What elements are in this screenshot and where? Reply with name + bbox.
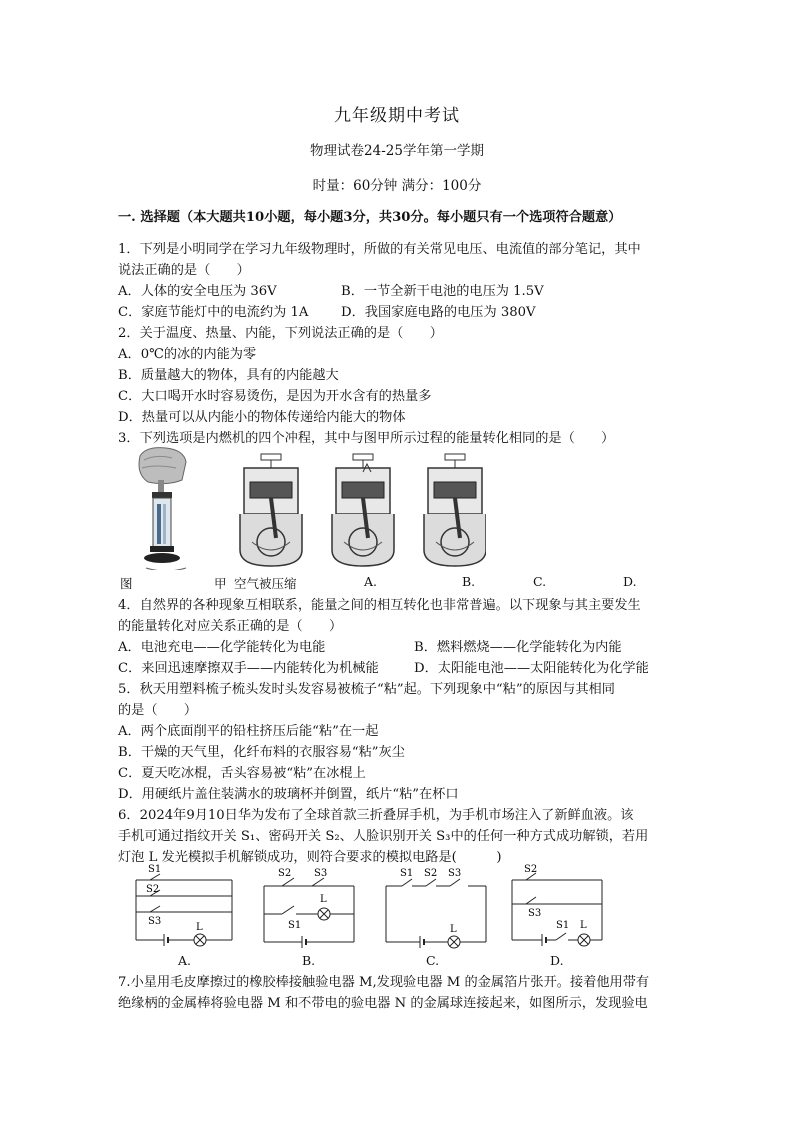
circuit-d-s3-label: S3 bbox=[528, 908, 542, 919]
q5-option-d: D．用硬纸片盖住装满水的玻璃杯并倒置，纸片“粘”在杯口 bbox=[118, 787, 459, 802]
q1-stem-line1: 1．下列是小明同学在学习九年级物理时，所做的有关常见电压、电流值的部分笔记，其中 bbox=[118, 242, 641, 257]
q6-caption-b: B. bbox=[302, 953, 316, 968]
q5-stem-line2: 的是（ ） bbox=[118, 703, 198, 718]
circuit-c-s2-label: S2 bbox=[424, 868, 438, 879]
circuit-c-s1-label: S1 bbox=[400, 868, 414, 879]
air-pump-figure bbox=[128, 446, 208, 570]
q4-option-d: D．太阳能电池——太阳能转化为化学能 bbox=[414, 661, 649, 676]
q3-caption-air: 空气被压缩 bbox=[234, 576, 297, 591]
circuit-b bbox=[258, 862, 362, 950]
circuit-a-s2-label: S2 bbox=[146, 884, 160, 895]
q1-option-a: A．人体的安全电压为 36V bbox=[118, 284, 277, 299]
circuit-a-s1-label: S1 bbox=[148, 864, 162, 875]
q1-option-c: C．家庭节能灯中的电流约为 1A bbox=[118, 305, 309, 320]
q2-option-c: C．大口喝开水时容易烫伤，是因为开水含有的热量多 bbox=[118, 389, 432, 404]
q3-caption-tu: 图 bbox=[120, 576, 133, 591]
circuit-d-l-label: L bbox=[580, 920, 587, 931]
circuit-a bbox=[130, 862, 242, 950]
q5-stem-line1: 5．秋天用塑料梳子梳头发时头发容易被梳子“粘”起。下列现象中“粘”的原因与其相同 bbox=[118, 682, 615, 697]
q6-caption-c: C. bbox=[426, 953, 440, 968]
q3-caption-jia: 甲 bbox=[214, 576, 227, 591]
q6-caption-a: A. bbox=[178, 953, 192, 968]
q6-caption-d: D. bbox=[550, 953, 564, 968]
q5-option-a: A．两个底面削平的铅柱挤压后能“粘”在一起 bbox=[118, 724, 379, 739]
q4-option-b: B．燃料燃烧——化学能转化为内能 bbox=[414, 640, 622, 655]
circuit-b-s3-label: S3 bbox=[314, 868, 328, 879]
circuit-d-s1-label: S1 bbox=[556, 920, 570, 931]
q3-caption-c: C. bbox=[533, 574, 547, 589]
circuit-c-s3-label: S3 bbox=[448, 868, 462, 879]
q3-caption-a: A. bbox=[364, 574, 378, 589]
q6-stem-line3: 灯泡 L 发光模拟手机解锁成功，则符合要求的模拟电路是( ) bbox=[118, 850, 502, 865]
circuit-a-l-label: L bbox=[196, 922, 203, 933]
q2-option-d: D．热量可以从内能小的物体传递给内能大的物体 bbox=[118, 410, 406, 425]
q1-option-b: B．一节全新干电池的电压为 1.5V bbox=[341, 284, 544, 299]
circuit-a-s3-label: S3 bbox=[148, 916, 162, 927]
q4-option-c: C．来回迅速摩擦双手——内能转化为机械能 bbox=[118, 661, 379, 676]
circuit-b-s1-label: S1 bbox=[288, 920, 302, 931]
circuit-b-s2-label: S2 bbox=[278, 868, 292, 879]
q2-option-a: A．0℃的冰的内能为零 bbox=[118, 347, 257, 362]
q3-caption-d: D. bbox=[623, 574, 637, 589]
q7-stem-line2: 绝缘柄的金属棒将验电器 M 和不带电的验电器 N 的金属球连接起来，如图所示，发现验电 bbox=[118, 996, 648, 1011]
q4-stem-line1: 4．自然界的各种现象互相联系，能量之间的相互转化也非常普遍。以下现象与其主要发生 bbox=[118, 598, 641, 613]
exam-time-info: 时量：60分钟 满分：100分 bbox=[312, 178, 482, 194]
q1-stem-line2: 说法正确的是（ ） bbox=[118, 263, 250, 278]
circuit-b-l-label: L bbox=[320, 894, 327, 905]
q1-option-d: D．我国家庭电路的电压为 380V bbox=[341, 305, 536, 320]
q2-stem: 2．关于温度、热量、内能，下列说法正确的是（ ） bbox=[118, 326, 443, 341]
q3-caption-b: B. bbox=[462, 574, 476, 589]
exam-subtitle: 物理试卷24-25学年第一学期 bbox=[310, 143, 484, 159]
engine-strokes-figure bbox=[236, 450, 486, 572]
q4-stem-line2: 的能量转化对应关系正确的是（ ） bbox=[118, 619, 343, 634]
q4-option-a: A．电池充电——化学能转化为电能 bbox=[118, 640, 326, 655]
q5-option-c: C．夏天吃冰棍，舌头容易被“粘”在冰棍上 bbox=[118, 766, 366, 781]
q6-stem-line1: 6．2024年9月10日华为发布了全球首款三折叠屏手机，为手机市场注入了新鲜血液。该 bbox=[118, 808, 634, 823]
exam-title: 九年级期中考试 bbox=[334, 106, 460, 126]
circuit-c-l-label: L bbox=[450, 924, 457, 935]
circuit-d-s2-label: S2 bbox=[524, 864, 538, 875]
q2-option-b: B．质量越大的物体，具有的内能越大 bbox=[118, 368, 339, 383]
section-heading: 一. 选择题（本大题共10小题，每小题3分，共30分。每小题只有一个选项符合题意） bbox=[118, 210, 622, 225]
q3-stem: 3．下列选项是内燃机的四个冲程，其中与图甲所示过程的能量转化相同的是（ ） bbox=[118, 431, 615, 446]
q5-option-b: B．干燥的天气里，化纤布料的衣服容易“粘”灰尘 bbox=[118, 745, 405, 760]
q7-stem-line1: 7.小星用毛皮摩擦过的橡胶棒接触验电器 M,发现验电器 M 的金属箔片张开。接着他用带有 bbox=[118, 975, 650, 990]
circuit-d bbox=[506, 862, 610, 950]
q6-stem-line2: 手机可通过指纹开关 S₁、密码开关 S₂、人脸识别开关 S₃中的任何一种方式成功解锁，若用 bbox=[118, 829, 649, 844]
circuit-c bbox=[380, 862, 494, 950]
